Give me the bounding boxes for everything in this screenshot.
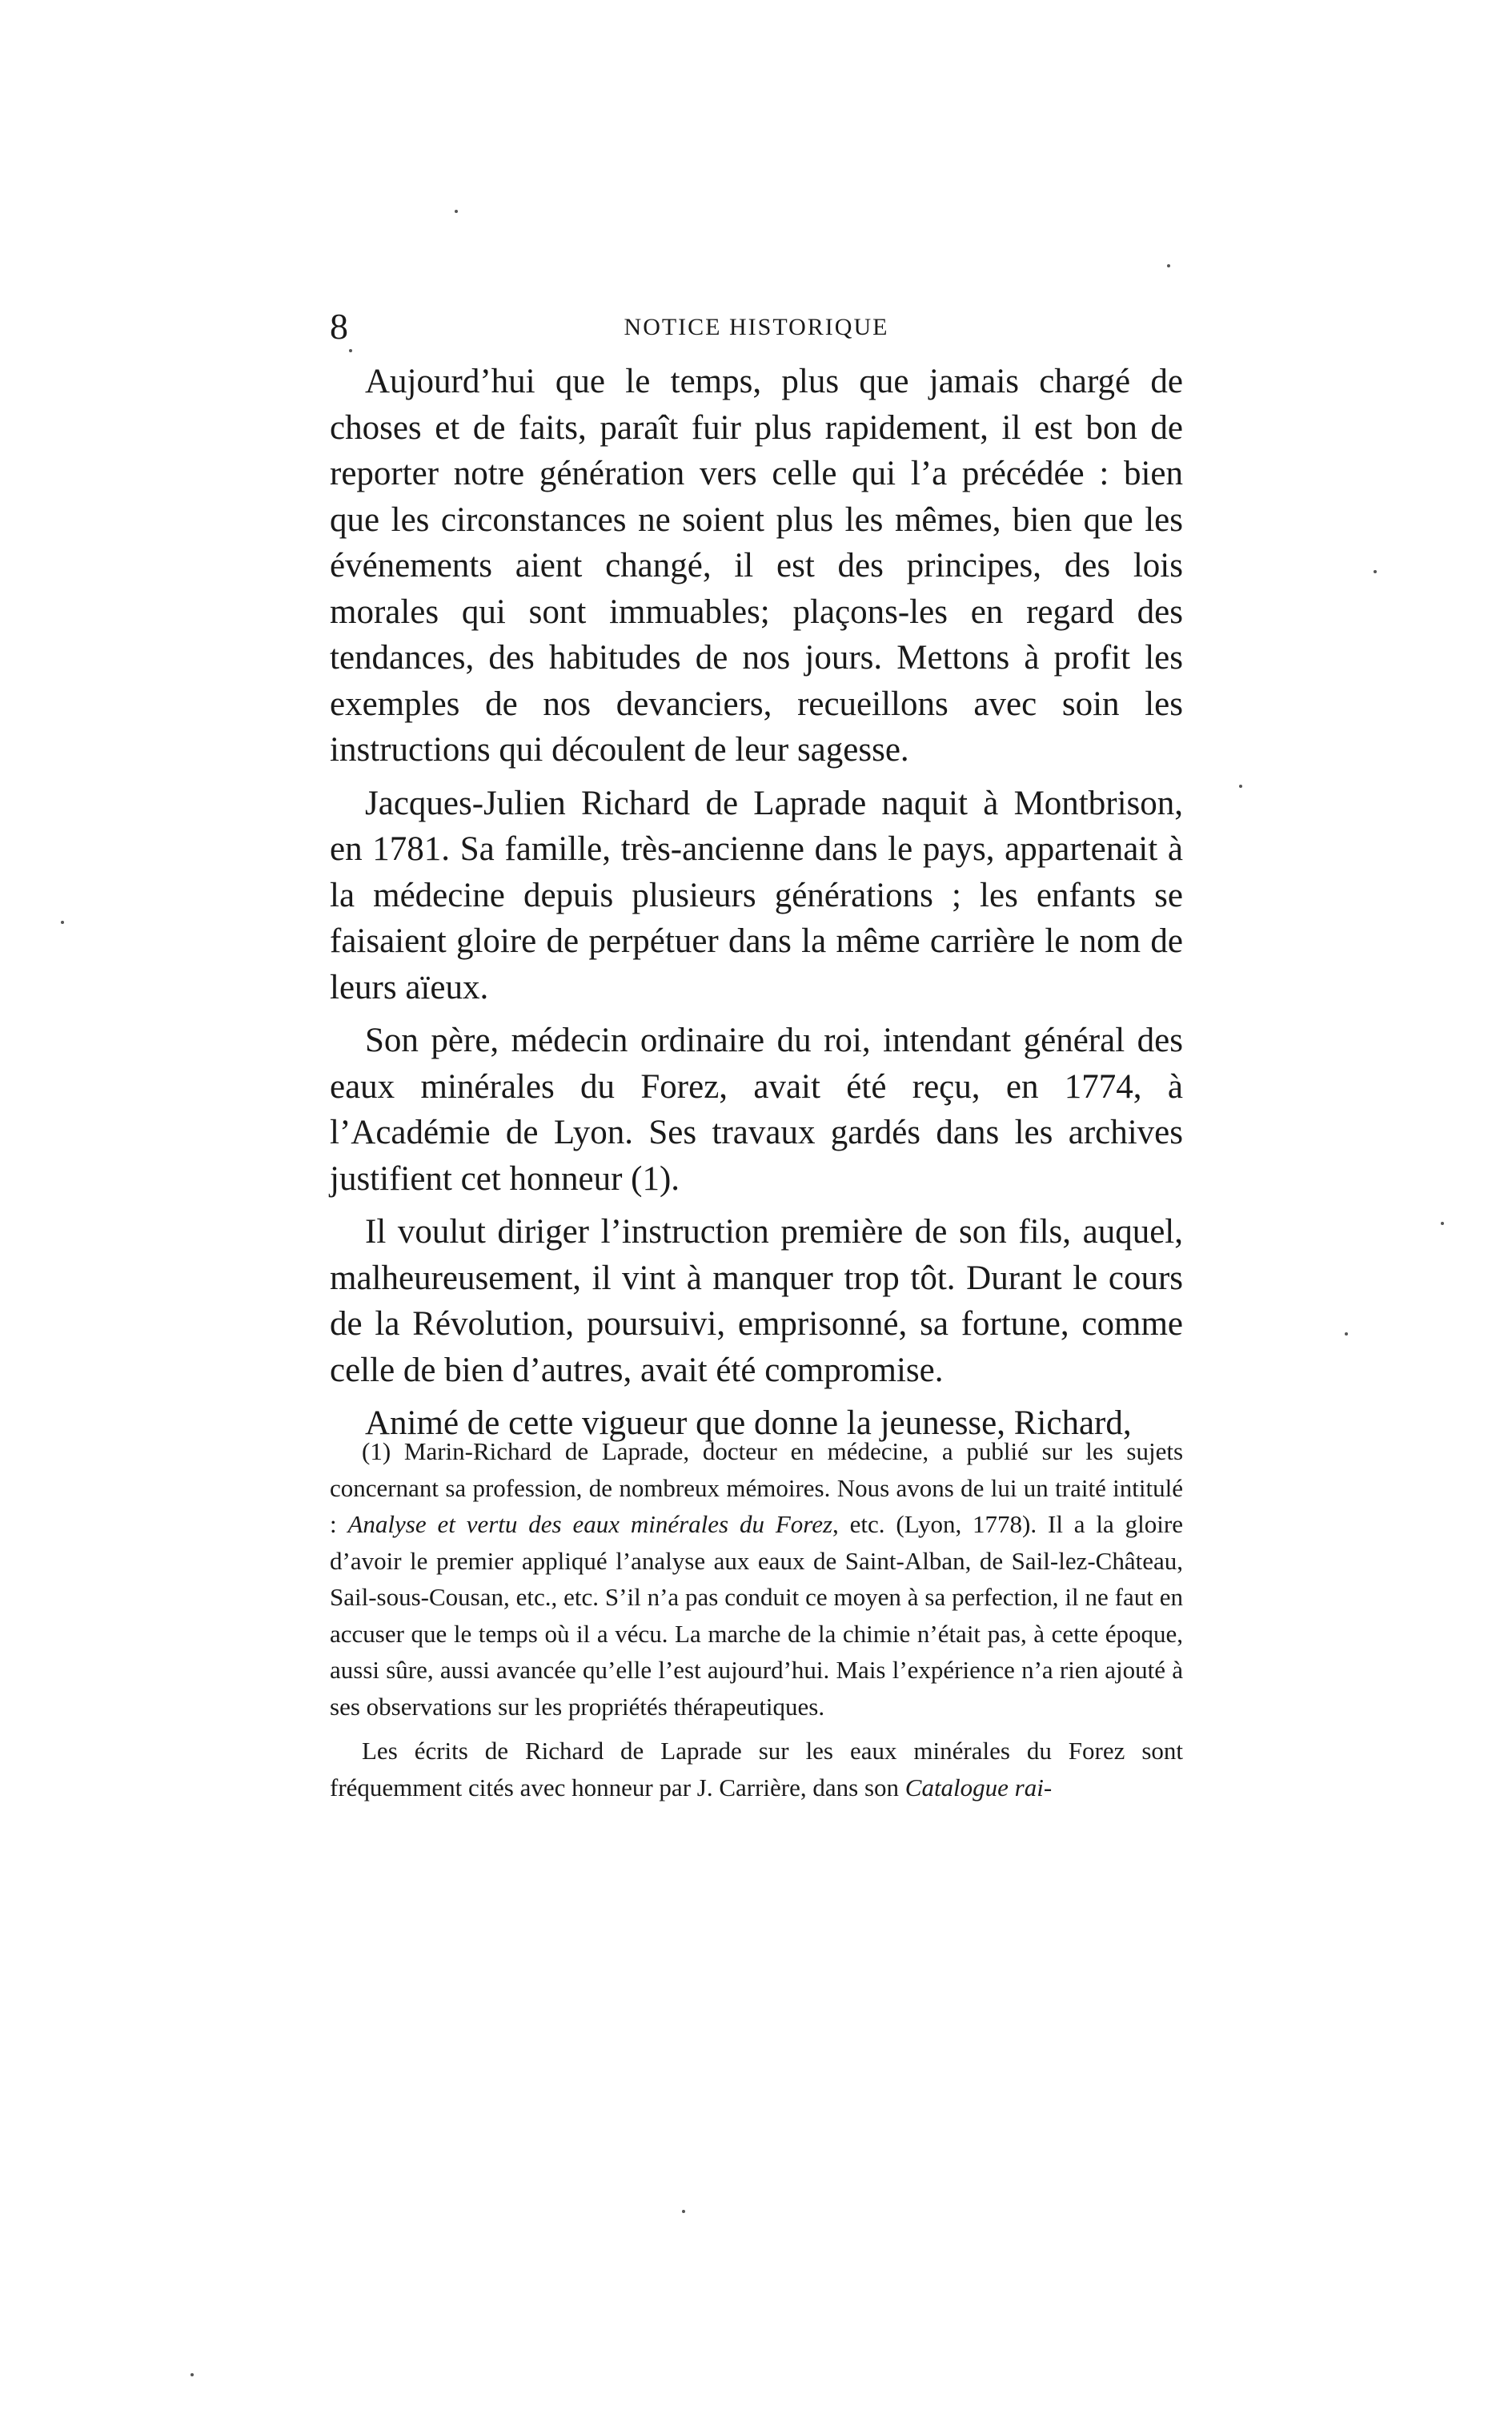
paper-speck bbox=[61, 921, 64, 924]
paper-speck bbox=[191, 2373, 194, 2376]
page-number: 8 bbox=[330, 306, 348, 347]
paper-speck bbox=[1239, 785, 1242, 788]
paragraph: Il voulut diriger l’instruction première de son fils, auquel, malheureusement, il vint à manquer trop tôt. Durant le cours de la Révolution, poursuivi, emprisonné, sa fortune, comme celle de bien d’autres, avait été compromise. bbox=[330, 1213, 1183, 1389]
footnote-continuation bbox=[330, 1733, 1183, 1805]
paper-speck bbox=[1374, 570, 1377, 573]
paper-speck bbox=[455, 210, 458, 213]
paper-speck bbox=[1345, 1332, 1348, 1336]
footnote-text: , etc. (Lyon, 1778). Il a la gloire d’avoir le premier appliqué l’analyse aux eaux de Saint-Alban, de Sail-lez-Château, Sail-sous-Cousan, etc., etc. S’il n’a pas conduit ce moyen à sa perfection, il ne faut en accuser que le temps où il a vécu. La marche de la chimie n’était pas, à cette époque, aussi sûre, aussi avancée qu’elle l’est aujourd’hui. Mais l’expérience n’a rien ajouté à ses observations sur les propriétés thérapeutiques. bbox=[330, 1510, 1183, 1721]
paragraph: Son père, médecin ordinaire du roi, intendant général des eaux minérales du Forez, avait été reçu, en 1774, à l’Académie de Lyon. Ses travaux gardés dans les archives justifient cet honneur (1). bbox=[330, 1022, 1183, 1198]
main-text bbox=[330, 359, 1183, 1454]
footnote-book-title: Analyse et vertu des eaux minérales du Forez bbox=[347, 1510, 833, 1538]
paragraph: Jacques-Julien Richard de Laprade naquit à Montbrison, en 1781. Sa famille, très-ancienne dans le pays, appartenait à la médecine depuis plusieurs générations ; les enfants se faisaient gloire de perpétuer dans la même carrière le nom de leurs aïeux. bbox=[330, 784, 1183, 1006]
paper-speck bbox=[682, 2210, 685, 2213]
paragraph: Aujourd’hui que le temps, plus que jamais chargé de choses et de faits, paraît fuir plus rapidement, il est bon de reporter notre génération vers celle qui l’a précédée : bien que les circonstances ne soient plus les mêmes, bien que les événements aient changé, il est des principes, des lois morales qui sont immuables; plaçons-les en regard des tendances, des habitudes de nos jours. Mettons à profit les exemples de nos devanciers, recueillons avec soin les instructions qui découlent de leur sagesse. bbox=[330, 363, 1183, 769]
footnote-text: Marin-Richard de Laprade, docteur en médecine, a publié sur les sujets concernant sa profession, de nombreux mémoires. Nous avons de lui un traité intitulé : bbox=[330, 1437, 1184, 1538]
paper-speck bbox=[1167, 264, 1170, 267]
paragraph: Animé de cette vigueur que donne la jeunesse, Richard, bbox=[365, 1404, 1132, 1442]
footnotes bbox=[330, 1433, 1183, 1814]
paper-speck bbox=[1441, 1222, 1444, 1225]
footnote-text: Les écrits de Richard de Laprade sur les eaux minérales du Forez sont fréquemment cités avec honneur par J. Carrière, dans son bbox=[330, 1737, 1183, 1801]
footnote-1 bbox=[330, 1433, 1183, 1725]
footnote-marker: (1) bbox=[362, 1437, 391, 1465]
footnote-book-title: Catalogue rai- bbox=[904, 1773, 1053, 1801]
running-title: NOTICE HISTORIQUE bbox=[624, 314, 889, 340]
running-header bbox=[330, 303, 1183, 351]
